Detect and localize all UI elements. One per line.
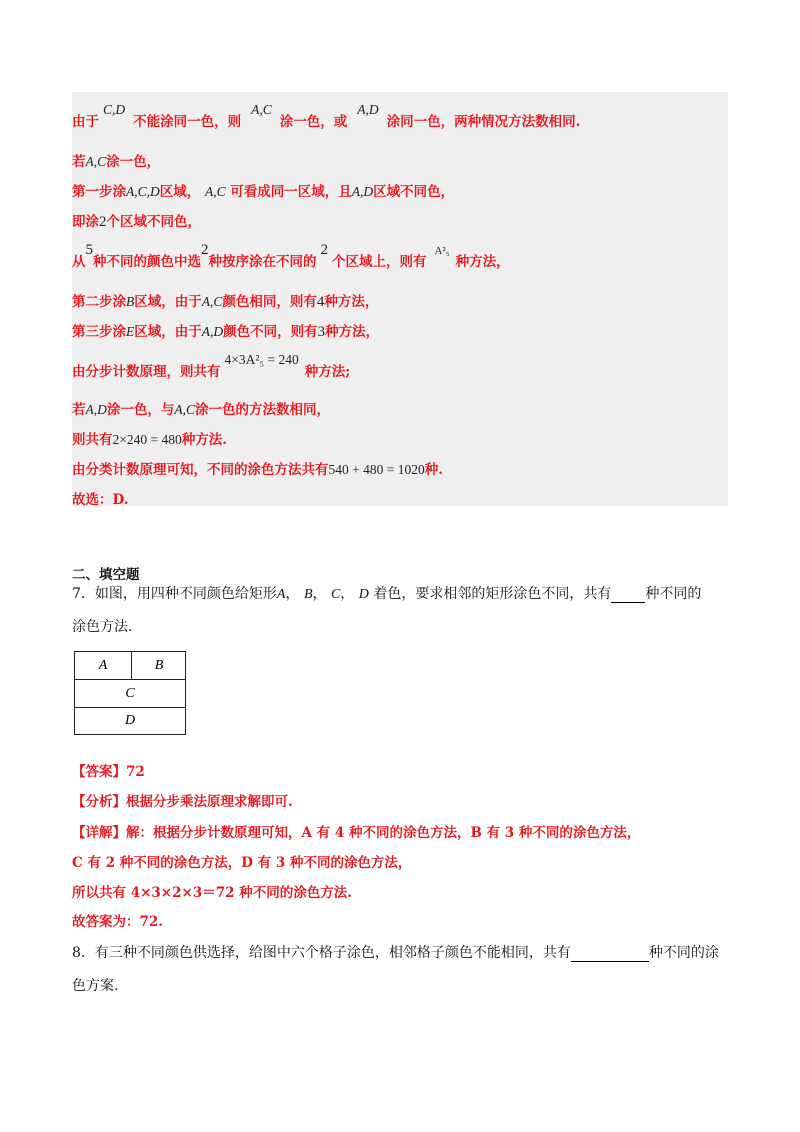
q8-answer-blank[interactable]: [571, 945, 649, 962]
rectangle-figure: [74, 651, 186, 735]
q7-final: 故答案为：72.: [72, 914, 163, 930]
solution-line-10: 则共有2×240 = 480种方法.: [72, 432, 227, 448]
section-heading: 二、填空题: [72, 567, 140, 583]
solution-line-7: 第三步涂E区域，由于A,D颜色不同，则有3种方法，: [72, 324, 380, 340]
region-a: A: [75, 652, 132, 680]
solution-line-9: 若A,D涂一色，与A,C涂一色的方法数相同，: [72, 402, 331, 418]
solution-line-11: 由分类计数原理可知，不同的涂色方法共有540 + 480 = 1020种.: [72, 462, 443, 478]
solution-line-1: 由于C,D不能涂同一色，则A,C涂一色，或A,D涂同一色，两种情况方法数相同.: [72, 102, 581, 130]
region-b: B: [132, 652, 186, 680]
solution-line-5: 从5种不同的颜色中选2种按序涂在不同的2个区域上，则有$^{A^2_5}$种方法，: [72, 242, 510, 270]
q8-line-1: 8．有三种不同颜色供选择，给图中六个格子涂色，相邻格子颜色不能相同，共有 种不同的涂: [72, 945, 719, 961]
q7-answer-blank[interactable]: [611, 586, 645, 603]
solution-line-4: 即涂2个区域不同色，: [72, 214, 201, 230]
q7-answer: 【答案】72: [72, 764, 145, 780]
q7-analysis: 【分析】根据分步乘法原理求解即可.: [72, 794, 293, 810]
q7-detail-3: 所以共有 4×3×2×3＝72 种不同的涂色方法.: [72, 885, 352, 901]
solution-line-3: 第一步涂A,C,D区域， A,C 可看成同一区域，且A,D区域不同色，: [72, 184, 455, 200]
q7-detail-2: C 有 2 种不同的涂色方法，D 有 3 种不同的涂色方法，: [72, 855, 412, 871]
q7-line-2: 涂色方法．: [72, 619, 142, 635]
q8-line-2: 色方案.: [72, 978, 119, 994]
solution-line-12: 故选：D.: [72, 492, 129, 508]
q7-line-1: 7．如图，用四种不同颜色给矩形A， B， C， D 着色，要求相邻的矩形涂色不同，共有 种不同的: [72, 586, 702, 602]
q7-detail-1: 【详解】解：根据分步计数原理可知，A 有 4 种不同的涂色方法，B 有 3 种不同的涂色方法，: [72, 825, 641, 841]
region-c: C: [75, 680, 185, 708]
solution-line-8: 由分步计数原理，则共有4×3A²₅ = 240种方法;: [72, 352, 351, 380]
region-d: D: [124, 713, 136, 728]
solution-line-6: 第二步涂B区域，由于A,C颜色相同，则有4种方法，: [72, 294, 379, 310]
solution-line-2: 若A,C涂一色，: [72, 154, 161, 170]
